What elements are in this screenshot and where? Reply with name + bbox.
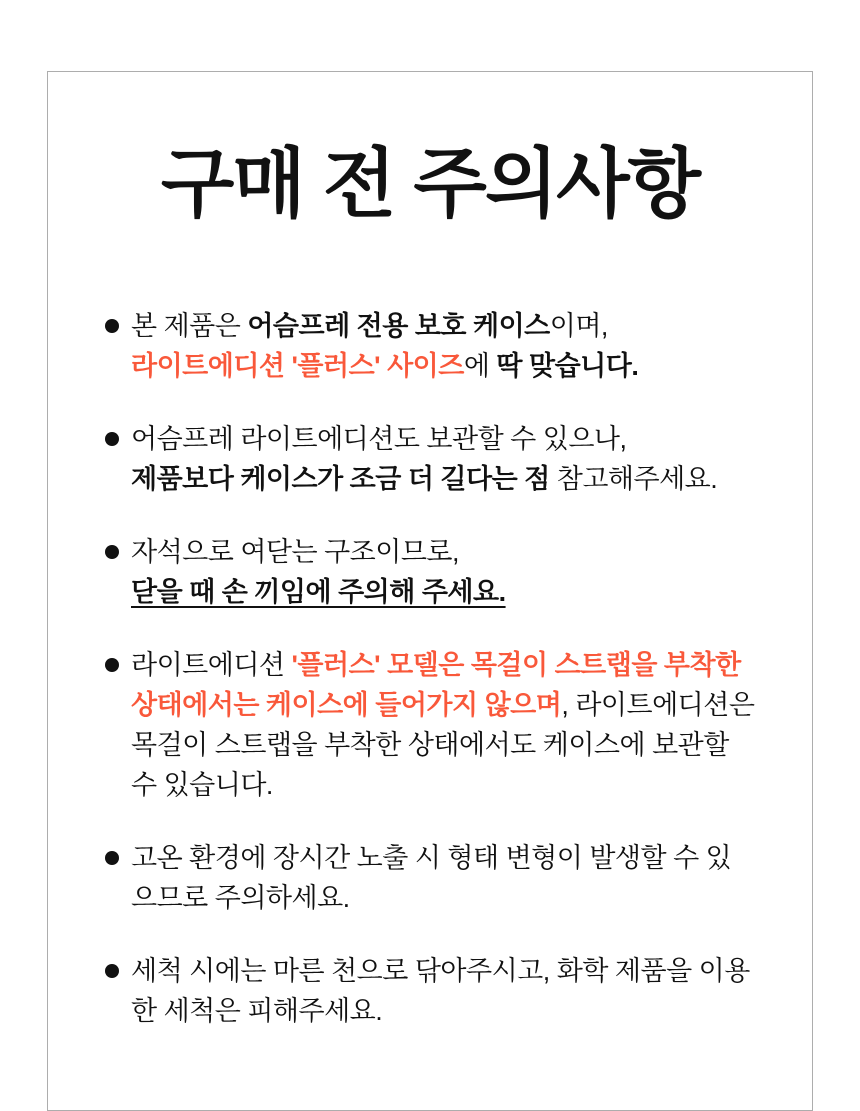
text-segment: 구매 전 xyxy=(160,142,414,227)
text-segment: 에 xyxy=(463,351,497,381)
list-item xyxy=(48,419,812,499)
text-segment: 수 있습니다. xyxy=(131,770,273,800)
text-segment: 라이트에디션 xyxy=(131,650,292,680)
text-segment: 닫을 때 손 끼임에 주의해 주세요. xyxy=(131,577,506,607)
notice-card xyxy=(47,71,813,1111)
text-segment: 상태에서는 케이스에 들어가지 않으며 xyxy=(131,690,562,720)
text-segment: 목걸이 스트랩을 부착한 상태에서도 케이스에 보관할 xyxy=(131,730,729,760)
text-segment: 자석으로 여닫는 구조이므로, xyxy=(131,537,459,567)
text-segment: 어슴프레 라이트에디션도 보관할 수 있으나, xyxy=(131,424,627,454)
text-segment: 이며, xyxy=(549,311,608,341)
bullet-dot-icon xyxy=(105,319,119,333)
bullet-dot-icon xyxy=(105,851,119,865)
bullet-text xyxy=(131,424,717,494)
list-item xyxy=(48,645,812,805)
text-segment: '플러스' 모델은 목걸이 스트랩을 부착한 xyxy=(291,650,741,680)
text-segment: 고온 환경에 장시간 노출 시 형태 변형이 발생할 수 있 xyxy=(131,843,732,873)
bullet-dot-icon xyxy=(105,964,119,978)
bullet-dot-icon xyxy=(105,545,119,559)
text-segment: 라이트에디션 '플러스' 사이즈 xyxy=(131,351,464,381)
list-item xyxy=(48,532,812,612)
list-item xyxy=(48,951,812,1031)
text-segment: 딱 맞습니다. xyxy=(496,351,639,381)
list-item xyxy=(48,838,812,918)
text-segment: 제품보다 케이스가 조금 더 길다는 점 xyxy=(131,464,550,494)
text-segment: 으므로 주의하세요. xyxy=(131,883,350,913)
bullet-dot-icon xyxy=(105,432,119,446)
page-title xyxy=(48,132,812,238)
bullet-text xyxy=(131,311,638,381)
bullet-text xyxy=(131,537,506,607)
text-segment: 본 제품은 xyxy=(131,311,248,341)
bullet-text xyxy=(131,843,731,913)
bullet-text xyxy=(131,956,750,1026)
text-segment: 어슴프레 전용 보호 케이스 xyxy=(247,311,550,341)
bullet-text xyxy=(131,650,754,800)
text-segment: 한 세척은 피해주세요. xyxy=(131,996,383,1026)
text-segment: , 라이트에디션은 xyxy=(561,690,755,720)
text-segment: 참고해주세요. xyxy=(549,464,718,494)
notice-list xyxy=(48,306,812,1031)
text-segment: 주의사항 xyxy=(413,142,700,227)
text-segment: 세척 시에는 마른 천으로 닦아주시고, 화학 제품을 이용 xyxy=(131,956,750,986)
list-item xyxy=(48,306,812,386)
bullet-dot-icon xyxy=(105,658,119,672)
